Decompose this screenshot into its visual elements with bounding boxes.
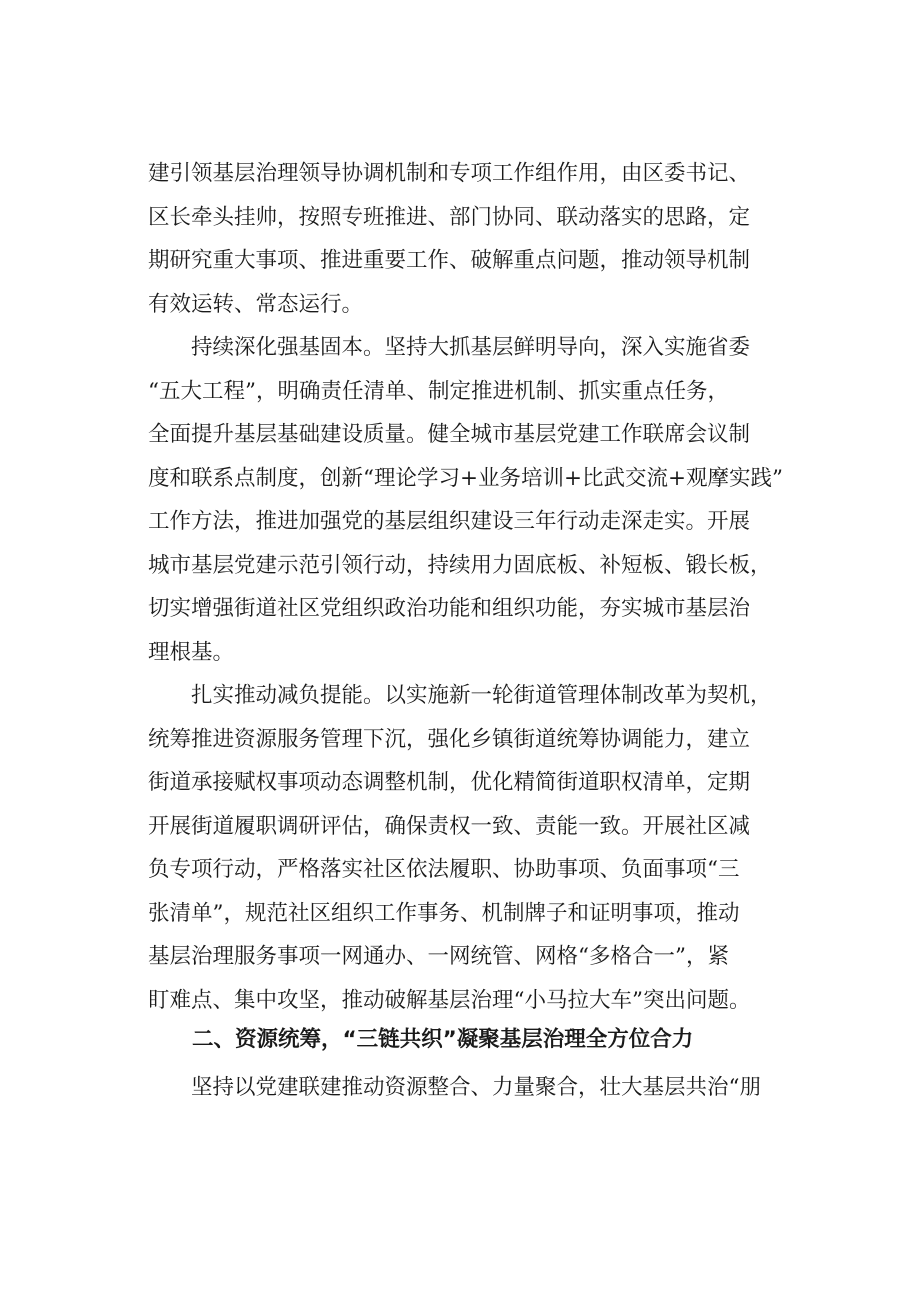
paragraph-strengthen-foundation xyxy=(148,326,798,674)
text-line: 负专项行动，严格落实社区依法履职、协助事项、负面事项“三 xyxy=(148,857,740,882)
paragraph-resources xyxy=(148,1066,798,1110)
text-line: 期研究重大事项、推进重要工作、破解重点问题，推动领导机制 xyxy=(148,248,751,273)
text-line: 坚持以党建联建推动资源整合、力量聚合，壮大基层共治“朋 xyxy=(191,1074,761,1100)
text-line: 度和联系点制度，创新“理论学习+业务培训+比武交流+观摩实践” xyxy=(148,465,784,491)
text-line: 切实增强街道社区党组织政治功能和组织功能，夯实城市基层治 xyxy=(148,596,751,621)
text-line: 有效运转、常态运行。 xyxy=(148,291,364,317)
text-line: “五大工程”，明确责任清单、制定推进机制、抓实重点任务， xyxy=(148,378,729,404)
text-line: 理根基。 xyxy=(148,639,235,665)
paragraph-reduce-burden xyxy=(148,674,798,1022)
text-line: 街道承接赋权事项动态调整机制，优化精简街道职权清单，定期 xyxy=(148,770,751,795)
text-line: 持续深化强基固本。坚持大抓基层鲜明导向，深入实施省委 xyxy=(191,335,751,360)
text-line: 统筹推进资源服务管理下沉，强化乡镇街道统筹协调能力，建立 xyxy=(148,726,751,752)
text-line: 开展街道履职调研评估，确保责权一致、责能一致。开展社区减 xyxy=(148,813,751,839)
section-heading: 二、资源统筹，“三链共织”凝聚基层治理全方位合力 xyxy=(192,1027,694,1052)
text-line: 扎实推动减负提能。以实施新一轮街道管理体制改革为契机， xyxy=(191,683,772,708)
document-body xyxy=(148,152,798,1109)
text-line: 区长牵头挂帅，按照专班推进、部门协同、联动落实的思路，定 xyxy=(148,204,751,230)
text-line: 基层治理服务事项一网通办、一网统管、网格“多格合一”，紧 xyxy=(148,944,729,969)
text-line: 城市基层党建示范引领行动，持续用力固底板、补短板、锻长板， xyxy=(148,552,772,578)
paragraph-continuation xyxy=(148,152,798,326)
text-line: 工作方法，推进加强党的基层组织建设三年行动走深走实。开展 xyxy=(148,509,751,534)
text-line: 盯难点、集中攻坚，推动破解基层治理“小马拉大车”突出问题。 xyxy=(148,987,751,1013)
text-line: 建引领基层治理领导协调机制和专项工作组作用，由区委书记、 xyxy=(148,161,751,186)
text-line: 张清单”，规范社区组织工作事务、机制牌子和证明事项，推动 xyxy=(148,900,740,926)
text-line: 全面提升基层基础建设质量。健全城市基层党建工作联席会议制 xyxy=(148,422,751,447)
